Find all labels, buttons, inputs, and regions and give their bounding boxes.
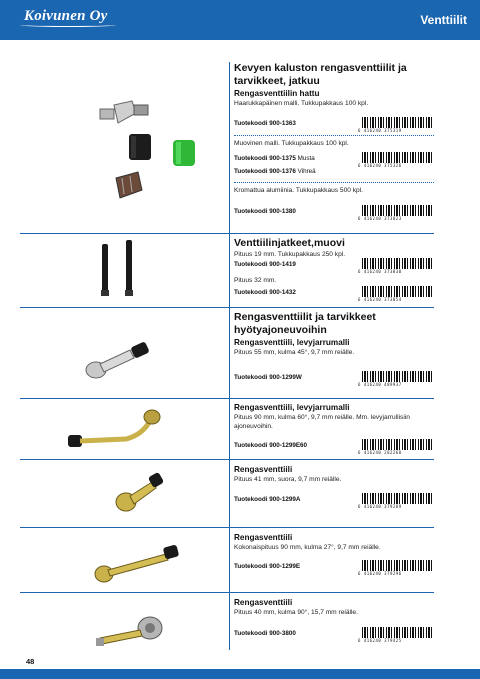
section-heading: Rengasventtiilit ja tarvikkeet hyötyajoneuvoihin — [234, 311, 376, 336]
product-code: Tuotekoodi 900-1380 — [234, 208, 296, 215]
product-code-row — [234, 118, 434, 132]
product-code: Tuotekoodi 900-1299W — [234, 374, 302, 381]
block-valve-caps — [234, 62, 434, 108]
valve-disc-brake-45-image — [80, 338, 160, 382]
product-code: Tuotekoodi 900-1419 — [234, 261, 296, 268]
block-commercial-valves — [234, 311, 434, 357]
product-heading: Rengasventtiilin hattu — [234, 89, 320, 98]
product-heading: Rengasventtiili, levyjarrumalli — [234, 403, 350, 412]
product-code: Tuotekoodi 900-3800 — [234, 630, 296, 637]
barcode: 6 416240 373854 — [358, 286, 434, 302]
section-separator — [20, 459, 434, 460]
product-description: Kromattua alumiinia. Tukkupakkaus 500 kpl. — [234, 187, 364, 194]
valve-27-degree-image — [92, 540, 184, 584]
block-valve-extensions — [234, 237, 434, 259]
block-valve-disc-brake-60 — [234, 401, 434, 431]
product-code-row — [234, 259, 434, 273]
barcode: 6 416240 379289 — [358, 493, 434, 509]
company-logo: Koivunen Oy — [24, 8, 108, 24]
valve-cap-black-image — [125, 130, 157, 164]
product-code-row — [234, 440, 434, 454]
product-code: Tuotekoodi 900-1299E60 — [234, 442, 308, 449]
valve-cap-fork-image — [98, 95, 152, 131]
product-description-block — [234, 276, 434, 285]
valve-cap-chrome-image — [112, 170, 146, 200]
product-code: Tuotekoodi 900-1299A — [234, 496, 301, 503]
barcode: 6 416240 489937 — [358, 371, 434, 387]
section-separator — [20, 233, 434, 234]
product-code-row — [234, 494, 434, 508]
product-code-row — [234, 561, 434, 575]
product-code: Tuotekoodi 900-1375 Musta — [234, 155, 315, 162]
product-heading: Rengasventtiili, levyjarrumalli — [234, 338, 350, 347]
product-description: Haarukkapäinen malli. Tukkupakkaus 100 kpl. — [234, 100, 369, 107]
section-heading: Venttiilinjatkeet,muovi — [234, 237, 345, 249]
section-separator — [20, 592, 434, 593]
barcode: 6 416240 375319 — [358, 117, 434, 133]
product-heading: Rengasventtiili — [234, 533, 293, 542]
product-code: Tuotekoodi 900-1376 Vihreä — [234, 168, 316, 175]
block-valve-27 — [234, 531, 434, 552]
product-code-group — [234, 153, 434, 183]
page-number: 48 — [26, 657, 35, 666]
product-description-block — [234, 139, 434, 148]
product-description: Pituus 32 mm. — [234, 277, 277, 284]
product-description: Pituus 55 mm, kulma 45°, 9,7 mm reiälle. — [234, 349, 355, 356]
product-description: Pituus 90 mm, kulma 60°, 9,7 mm reiälle. Mm. levyjarrullisiin ajoneuvoihin. — [234, 414, 410, 430]
product-heading: Rengasventtiili — [234, 598, 293, 607]
column-divider — [229, 62, 230, 650]
product-description: Muovinen malli. Tukkupakkaus 100 kpl. — [234, 140, 349, 147]
barcode: 6 416240 375326 — [358, 152, 434, 168]
block-valve-90 — [234, 596, 434, 617]
product-code: Tuotekoodi 900-1363 — [234, 120, 296, 127]
product-code: Tuotekoodi 900-1432 — [234, 289, 296, 296]
footer-bar — [0, 669, 480, 679]
section-title: Venttiilit — [420, 13, 467, 27]
product-description: Pituus 19 mm. Tukkupakkaus 250 kpl. — [234, 250, 346, 258]
barcode: 6 416240 373830 — [358, 258, 434, 274]
product-description: Pituus 41 mm, suora, 9,7 mm reiälle. — [234, 476, 342, 483]
valve-straight-image — [112, 468, 168, 520]
block-valve-straight — [234, 463, 434, 484]
header-bar — [0, 0, 480, 40]
valve-extension-image — [88, 238, 148, 302]
valve-90-degree-image — [94, 606, 170, 652]
section-heading: Kevyen kaluston rengasventtiilit ja tarvikkeet, jatkuu — [234, 62, 407, 87]
product-code-row — [234, 628, 434, 642]
product-description: Pituus 40 mm, kulma 90°, 15,7 mm reiälle. — [234, 609, 358, 616]
section-separator — [20, 307, 434, 308]
barcode: 6 416240 282260 — [358, 439, 434, 455]
product-description: Kokonaispituus 90 mm, kulma 27°, 9,7 mm reiälle. — [234, 544, 381, 551]
product-description-block — [234, 186, 434, 195]
product-heading: Rengasventtiili — [234, 465, 293, 474]
section-separator — [20, 527, 434, 528]
product-code: Tuotekoodi 900-1299E — [234, 563, 301, 570]
barcode: 6 416240 373823 — [358, 205, 434, 221]
valve-disc-brake-60-image — [66, 405, 166, 453]
valve-cap-green-image — [170, 136, 200, 170]
product-code-row — [234, 206, 434, 220]
section-separator — [20, 398, 434, 399]
barcode: 6 416240 379425 — [358, 627, 434, 643]
barcode: 6 416240 379296 — [358, 560, 434, 576]
product-code-row — [234, 287, 434, 301]
product-code-row — [234, 372, 434, 386]
logo-swoosh — [20, 23, 116, 27]
